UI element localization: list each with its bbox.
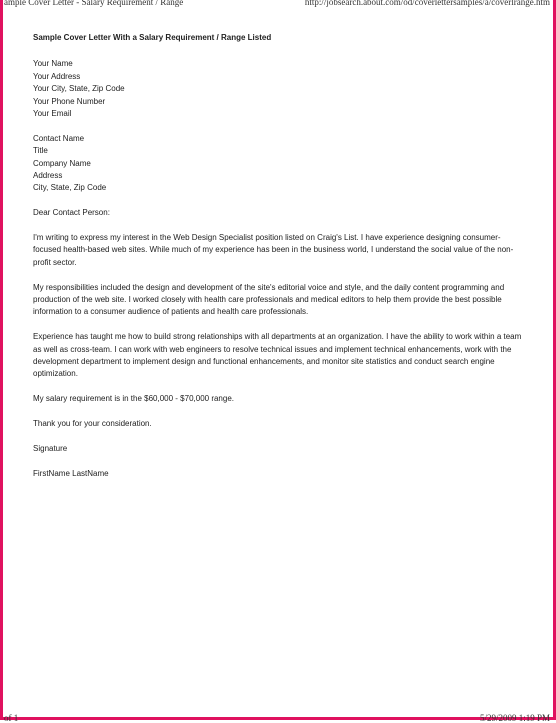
- print-footer: [4, 713, 550, 723]
- signature-name: FirstName LastName: [33, 468, 109, 478]
- closing-signature: Signature: [33, 443, 68, 453]
- recipient-company: Company Name: [33, 158, 91, 168]
- recipient-address-block: [33, 133, 523, 195]
- print-header: [4, 0, 550, 7]
- recipient-title: Title: [33, 146, 48, 156]
- print-header-title: ample Cover Letter - Salary Requirement / Range: [4, 0, 184, 7]
- cover-letter: [33, 32, 523, 492]
- paragraph-responsibilities: My responsibilities included the design and development of the site's editorial voice and style, and the daily content programming and production of the web site. I worked closely with health care professionals and medical editors to help them provide the best possible information to a consumer audience of patients and health care professionals.: [33, 282, 505, 317]
- recipient-address: Address: [33, 171, 63, 181]
- recipient-city-state-zip: City, State, Zip Code: [33, 183, 107, 193]
- paragraph-thanks: Thank you for your consideration.: [33, 419, 152, 429]
- sender-city-state-zip: Your City, State, Zip Code: [33, 84, 125, 94]
- paragraph-salary: My salary requirement is in the $60,000 - $70,000 range.: [33, 394, 235, 404]
- sender-address-block: [33, 58, 523, 120]
- print-footer-date: 5/29/2009 1:19 PM: [479, 713, 550, 723]
- print-header-url: http://jobsearch.about.com/od/coverlettersamples/a/coverlrange.htm: [304, 0, 550, 7]
- print-footer-page: of 1: [4, 713, 19, 723]
- paragraph-interest: I'm writing to express my interest in the Web Design Specialist position listed on Craig's List. I have experience designing consumer-focused health-based web sites. While much of my experience has been in the business world, I understand the social value of the non-profit sector.: [33, 233, 514, 267]
- sender-phone: Your Phone Number: [33, 96, 106, 106]
- salutation: Dear Contact Person:: [33, 208, 110, 218]
- sender-address: Your Address: [33, 71, 81, 81]
- paragraph-experience: Experience has taught me how to build strong relationships with all departments at an organization. I have the ability to work within a team as well as cross-team. I can work with web engineers to resolve technical issues and implement technical enhancements, work with the development department to implement design and functional enhancements, and monitor site statistics and conduct search engine optimization.: [33, 332, 522, 379]
- sender-name: Your Name: [33, 59, 73, 69]
- sender-email: Your Email: [33, 109, 72, 119]
- letter-title: Sample Cover Letter With a Salary Requirement / Range Listed: [33, 33, 272, 42]
- recipient-name: Contact Name: [33, 133, 85, 143]
